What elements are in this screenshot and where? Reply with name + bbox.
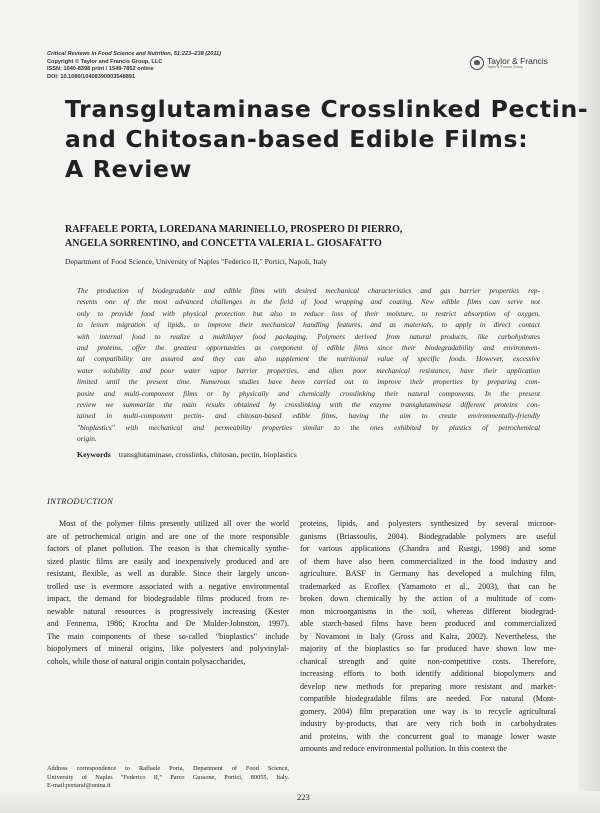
text-line: compatible biodegradable films are needed. For natural (Mont- (300, 694, 556, 703)
text-line: able starch-based films have been produced and commercialized (300, 619, 556, 628)
lamp-icon (470, 56, 484, 70)
text-line: with internal food to realize a multilayer food packaging. Polymers derived from natural products, like carbohydrates (77, 331, 540, 341)
left-column-text (47, 518, 289, 668)
text-line: E-mail:portaraf@unina.it (47, 782, 111, 790)
text-line: majority of the bioplastics so far produced have shown low me- (300, 644, 556, 653)
title-line: A Review (65, 155, 193, 183)
keywords (77, 450, 297, 459)
text-line: water solubility and poor water vapor barrier properties, and often poor mechanical resistance, have their application (77, 365, 540, 375)
text-line: broken down chemically by the action of a multitude of com- (300, 594, 556, 603)
journal-citation: Critical Reviews in Food Science and Nutrition, 51:223–238 (2011) (47, 51, 221, 57)
text-line: The main components of these so-called "bioplastics" include (47, 631, 289, 641)
authors-line: ANGELA SORRENTINO, and CONCETTA VALERIA L. GIOSAFATTO (65, 237, 382, 249)
text-line: Most of the polymer films presently utilized all over the world (59, 519, 289, 528)
issn: ISSN: 1040-8398 print / 1549-7852 online (47, 66, 154, 73)
text-line: newable natural resources is progressively increasing (Kester (47, 606, 289, 616)
text-line: and Fennema, 1986; Krochta and De Mulder-Johnston, 1997). (47, 619, 289, 628)
text-line: industry by-products, that are very rich both in carbohydrates (300, 719, 556, 728)
footnote-correspondence (47, 765, 289, 791)
copyright: Copyright © Taylor and Francis Group, LLC (47, 58, 163, 65)
text-line: Address correspondence to Raffaele Porta, Department of Food Science, (47, 765, 289, 772)
text-line: to lessen migration of lipids, to improve their mechanical handling features, and as materials, to apply in direct contact (77, 320, 540, 330)
text-line: proteins, lipids, and polyesters synthesized by several microor- (300, 519, 556, 528)
text-line: gomery, 2004) film preparation one way is to recycle agricultural (300, 706, 556, 716)
authors-line: RAFFAELE PORTA, LOREDANA MARINIELLO, PROSPERO DI PIERRO, (65, 224, 403, 235)
text-line: mon microorganisms in the soil, whereas different biodegrad- (300, 606, 556, 616)
text-line: and proteins, offer the greatest opportunities as component of edible films since their biodegradability and environmen- (77, 342, 540, 352)
text-line: chanical strength and quite non-competitive costs. Therefore, (300, 656, 556, 666)
text-line: biopolymers of mineral origins, like polyesters and polyvinylal- (47, 644, 289, 653)
text-line: tained in multi-component pectin- and chitosan-based edible films, having the aim to create environmentally-friendly (77, 411, 540, 421)
text-line: sized plastic films are easily and inexpensively produced and are (47, 556, 289, 566)
text-line: review we summarize the main results obtained by crosslinking with the enzyme transglutaminase different proteins con- (77, 399, 540, 409)
title-line: Transglutaminase Crosslinked Pectin- (65, 95, 589, 123)
text-line: increasing efforts to both identify additional biopolymers and (300, 669, 556, 678)
text-line: only to provide food with physical protection but also to reduce loss of their moisture, to restrict absorption of oxygen, (77, 308, 540, 318)
text-line: trademarked as Ecoflex (Yamamoto et al., 2003), that can be (300, 581, 556, 591)
section-heading-introduction: INTRODUCTION (47, 496, 114, 506)
text-line: posite and multi-component films or by physically and chemically crosslinking their natural components. In the present (77, 388, 540, 398)
publisher-name: Taylor & Francis (487, 56, 548, 66)
keywords-value: transglutaminase, crosslinks, chitosan, pectin, bioplastics (118, 450, 297, 459)
text-line: "bioplastics" with mechanical and permeability properties similar to the ones exhibited by plastics of petrochemical (77, 422, 540, 432)
text-line: limited until the present time. Numerous studies have been carried out to improve their properties by preparing com- (77, 377, 540, 387)
text-line: develop new methods for preparing more resistant and market- (300, 681, 556, 691)
text-line: tal compatibility are assured and they can also supplement the nutritional value of specific foods. However, excessive (77, 354, 540, 364)
text-line: impact, the demand for biodegradable films produced from re- (47, 594, 289, 603)
text-line: The production of biodegradable and edible films with desired mechanical characteristics and gas barrier properties rep- (77, 286, 540, 295)
text-line: origin. (77, 434, 97, 444)
keywords-label: Keywords (77, 450, 111, 459)
text-line: resistant, flexible, as well as durable. Since their largely uncon- (47, 569, 289, 578)
text-line: for various applications (Chandra and Rustgi, 1998) and some (300, 544, 556, 553)
text-line: agriculture. BASF in Germany has developed a mulching film, (300, 569, 556, 578)
text-line: trolled use is evermore associated with a negative environmental (47, 581, 289, 591)
text-line: cohols, while those of natural origin contain polysaccharides, (47, 656, 246, 666)
text-line: amounts and reduce environmental pollution. In this context the (300, 744, 508, 753)
text-line: ganisms (Briassoulis, 2004). Biodegradable polymers are useful (300, 531, 556, 541)
page-number: 223 (297, 792, 310, 802)
authors (65, 223, 402, 250)
text-line: resents one of the most advanced challenges in the field of food wrapping and coating. New edible films can serve not (77, 297, 540, 307)
article-title (65, 94, 588, 184)
publisher-subname: Taylor & Francis Group (487, 65, 523, 69)
journal-header (47, 51, 221, 81)
text-line: by Novamont in Italy (Gross and Kalra, 2002). Nevertheless, the (300, 631, 556, 641)
text-line: of them have also been commercialized in the food industry and (300, 556, 556, 566)
text-line: and proteins, with the concurrent goal to manage lower waste (300, 731, 556, 741)
right-column-text (300, 518, 556, 756)
publisher-logo (470, 56, 548, 70)
title-line: and Chitosan-based Edible Films: (65, 125, 529, 153)
abstract (77, 285, 540, 444)
doi: DOI: 10.1080/10408390903548891 (47, 73, 136, 80)
affiliation: Department of Food Science, University of Naples "Federico II," Portici, Napoli, Italy (65, 257, 327, 266)
text-line: University of Naples "Federico II," Parco Gussone, Portici, 80055, Italy. (47, 773, 289, 781)
text-line: factors of planet pollution. The reason is that chemically synthe- (47, 544, 289, 553)
text-line: are of petrochemical origin and are one of the more responsible (47, 531, 289, 541)
